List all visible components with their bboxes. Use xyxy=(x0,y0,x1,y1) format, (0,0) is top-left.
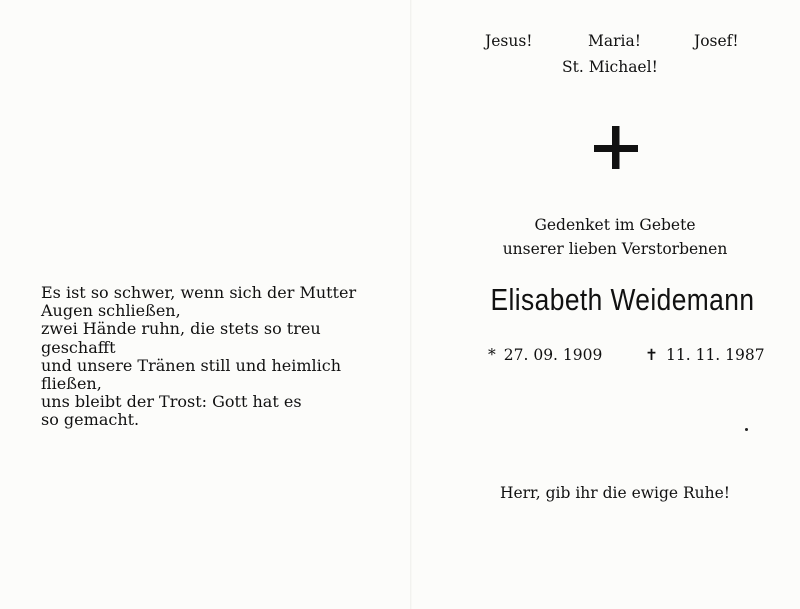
remembrance-text xyxy=(470,213,760,261)
birth-date-value: 27. 09. 1909 xyxy=(503,346,603,364)
print-speck xyxy=(745,428,748,431)
invocation-josef: Josef! xyxy=(694,32,739,50)
death-date xyxy=(645,346,765,364)
closing-prayer: Herr, gib ihr die ewige Ruhe! xyxy=(499,484,731,502)
death-symbol-icon: ✝ xyxy=(645,346,658,364)
invocation-maria: Maria! xyxy=(588,32,641,50)
poem-line: zwei Hände ruhn, die stets so treu xyxy=(41,319,321,339)
latin-cross-icon xyxy=(593,124,639,170)
remembrance-line: Gedenket im Gebete xyxy=(534,216,696,234)
birth-date xyxy=(488,346,602,364)
invocation-jesus: Jesus! xyxy=(485,32,533,50)
deceased-name: Elisabeth Weidemann xyxy=(490,282,755,317)
invocation-michael: St. Michael! xyxy=(562,58,658,76)
death-date-value: 11. 11. 1987 xyxy=(666,346,765,364)
poem-line: Augen schließen, xyxy=(41,301,181,321)
birth-symbol: * xyxy=(488,346,496,364)
card-fold xyxy=(410,0,412,609)
poem-line: und unsere Tränen still und heimlich xyxy=(41,355,342,375)
poem-line: uns bleibt der Trost: Gott hat es xyxy=(41,392,302,412)
remembrance-line: unserer lieben Verstorbenen xyxy=(502,240,728,258)
poem-line: so gemacht. xyxy=(41,410,140,430)
memorial-poem xyxy=(41,284,381,430)
poem-line: fließen, xyxy=(41,374,102,394)
poem-line: Es ist so schwer, wenn sich der Mutter xyxy=(41,283,357,302)
poem-line: geschafft xyxy=(41,337,116,357)
